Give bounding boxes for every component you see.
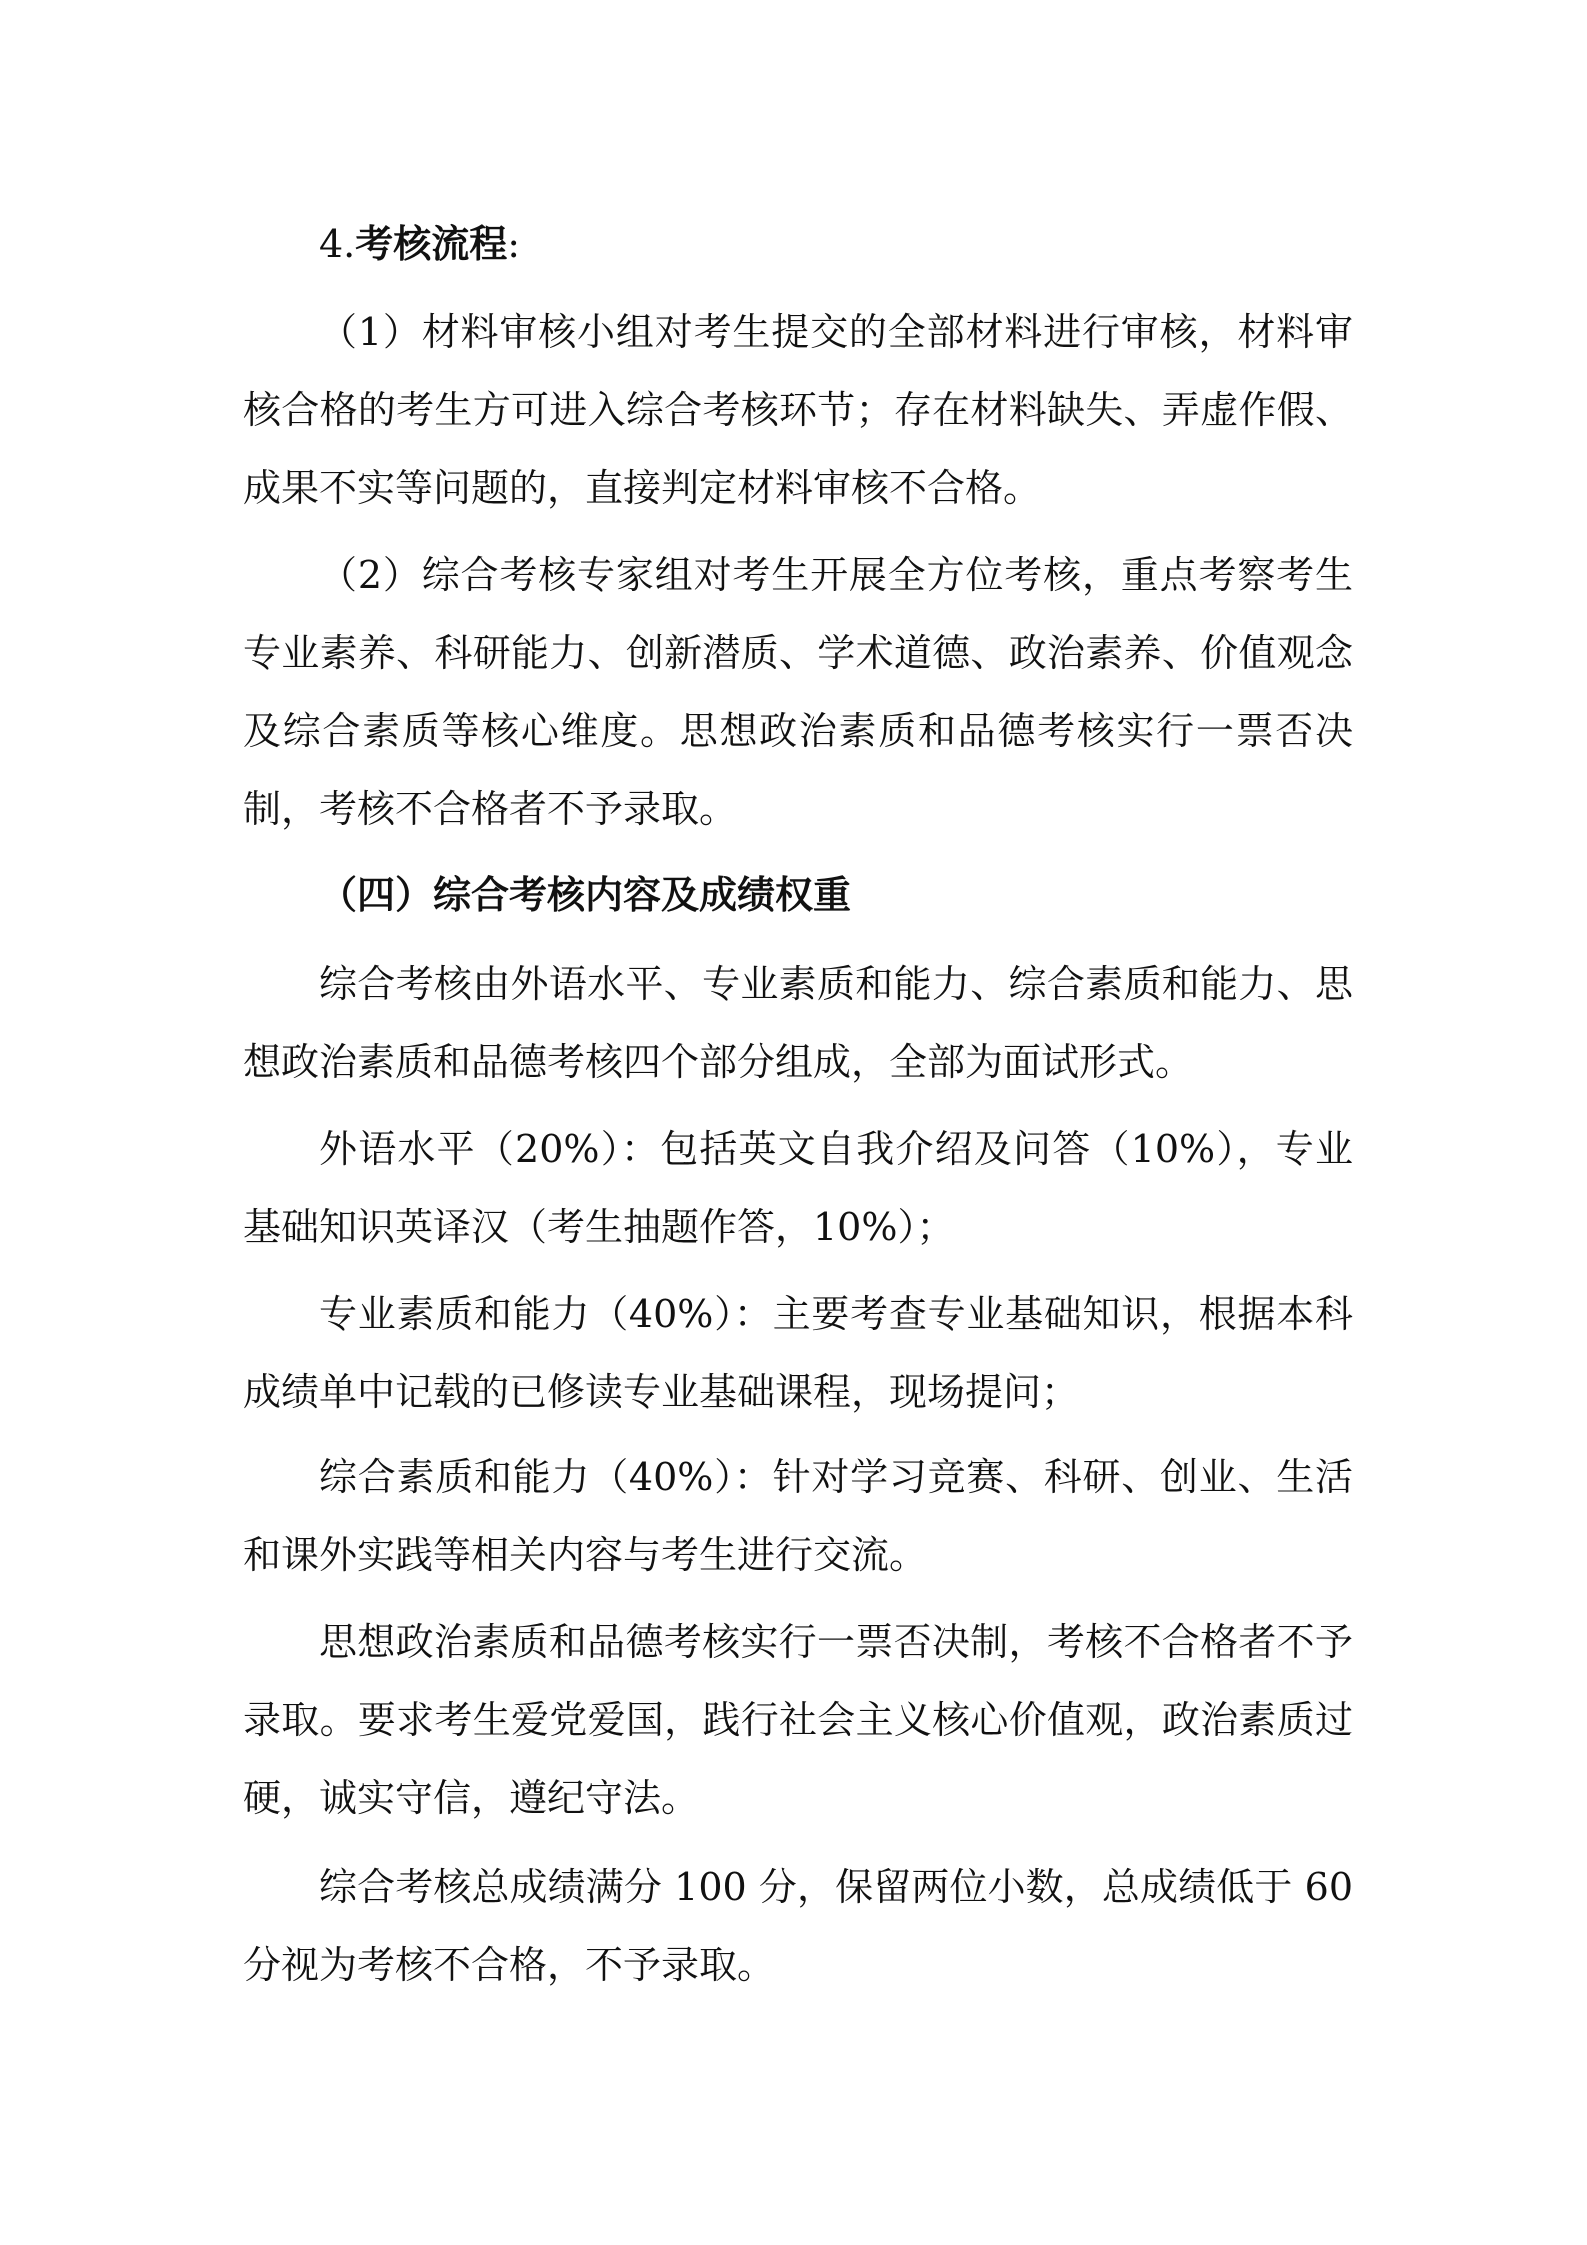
paragraph-assessment-composition: 综合考核由外语水平、专业素质和能力、综合素质和能力、思想政治素质和品德考核四个部分组成，全部为面试形式。 <box>243 962 1353 1084</box>
step-number: 4. <box>319 222 356 266</box>
paragraph-total-score: 综合考核总成绩满分 100 分，保留两位小数，总成绩低于 60 分视为考核不合格，不予录取。 <box>243 1865 1353 1987</box>
section-heading: （四）综合考核内容及成绩权重 <box>319 872 852 917</box>
paragraph-foreign-language: 外语水平（20%）：包括英文自我介绍及问答（10%），专业基础知识英译汉（考生抽题作答，10%）； <box>243 1127 1353 1249</box>
paragraph-comprehensive-quality: 综合素质和能力（40%）：针对学习竞赛、科研、创业、生活和课外实践等相关内容与考生进行交流。 <box>243 1455 1353 1577</box>
paragraph-political-quality: 思想政治素质和品德考核实行一票否决制，考核不合格者不予录取。要求考生爱党爱国，践行社会主义核心价值观，政治素质过硬，诚实守信，遵纪守法。 <box>243 1620 1353 1820</box>
paragraph-comprehensive-assessment: （2）综合考核专家组对考生开展全方位考核，重点考察考生专业素养、科研能力、创新潜质、学术道德、政治素养、价值观念及综合素质等核心维度。思想政治素质和品德考核实行一票否决制，考核不合格者不予录取。 <box>243 553 1353 831</box>
step-colon: : <box>507 222 521 266</box>
step-title: 考核流程 <box>355 221 508 266</box>
step-heading <box>319 205 520 283</box>
paragraph-professional-quality: 专业素质和能力（40%）：主要考查专业基础知识，根据本科成绩单中记载的已修读专业基础课程，现场提问； <box>243 1292 1353 1414</box>
paragraph-material-review: （1）材料审核小组对考生提交的全部材料进行审核，材料审核合格的考生方可进入综合考核环节；存在材料缺失、弄虚作假、成果不实等问题的，直接判定材料审核不合格。 <box>243 310 1353 510</box>
